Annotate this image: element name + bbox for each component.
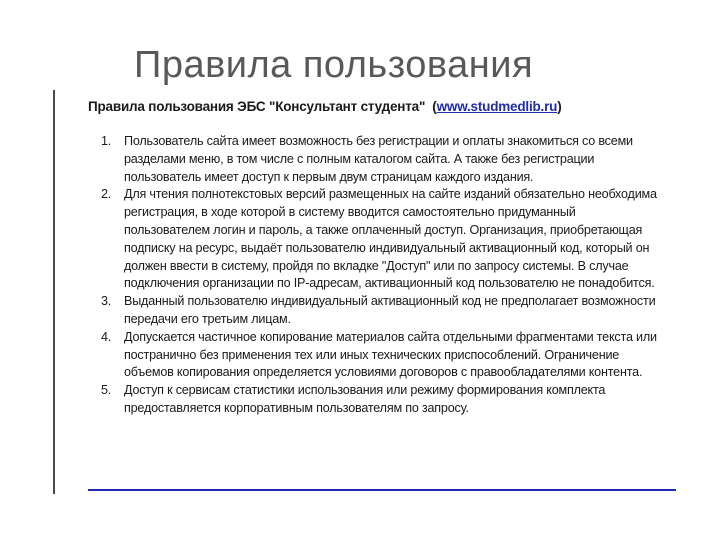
rule-item-4 — [88, 329, 664, 382]
document-body — [88, 98, 664, 418]
rule-text: Пользователь сайта имеет возможность без регистрации и оплаты знакомиться со всеми разделами меню, в том числе с полным каталогом сайта. А также без регистрации пользователь имеет доступ к первым двум страницам каждого издания. — [124, 134, 633, 184]
rule-number: 5. — [101, 383, 112, 398]
link-close-paren: ) — [557, 99, 562, 114]
link-open-paren: ( — [432, 99, 437, 114]
bottom-divider — [88, 489, 676, 491]
document-heading — [88, 98, 664, 116]
rule-item-2 — [88, 186, 664, 293]
rule-text: Для чтения полнотекстовых версий размещенных на сайте изданий обязательно необходима регистрация, в ходе которой в систему вводится самостоятельно придуманный пользователем логин и пароль, а также оплаченный доступ. Организация, приобретающая подписку на ресурс, выдаёт пользователю индивидуальный активационный код, который он должен ввести в систему, пройдя по вкладке "Доступ" или по запросу системы. В случае подключения организации по IP-адресам, активационный код пользователю не понадобится. — [124, 187, 657, 291]
rule-item-1 — [88, 133, 664, 186]
rule-number: 2. — [101, 187, 112, 202]
rule-number: 4. — [101, 329, 112, 344]
rule-text: Допускается частичное копирование материалов сайта отдельными фрагментами текста или постранично без применения тех или иных технических приспособлений. Ограничение объемов копирования определяется условиями договоров с правообладателями контента. — [124, 329, 657, 380]
slide-title: Правила пользования — [134, 44, 534, 86]
rule-number: 1. — [101, 134, 112, 148]
left-divider — [53, 90, 55, 494]
rule-text: Доступ к сервисам статистики использования или режиму формирования комплекта предоставляется корпоративным пользователям по запросу. — [124, 383, 606, 415]
rule-item-5 — [88, 382, 664, 418]
studmedlib-link[interactable]: www.studmedlib.ru — [436, 99, 558, 114]
rules-list — [88, 133, 664, 418]
rule-item-3 — [88, 293, 664, 329]
document-heading-text: Правила пользования ЭБС "Консультант студента" — [88, 99, 426, 114]
rule-text: Выданный пользователю индивидуальный активационный код не предполагает возможности передачи его третьим лицам. — [124, 294, 656, 326]
rule-number: 3. — [101, 294, 112, 309]
